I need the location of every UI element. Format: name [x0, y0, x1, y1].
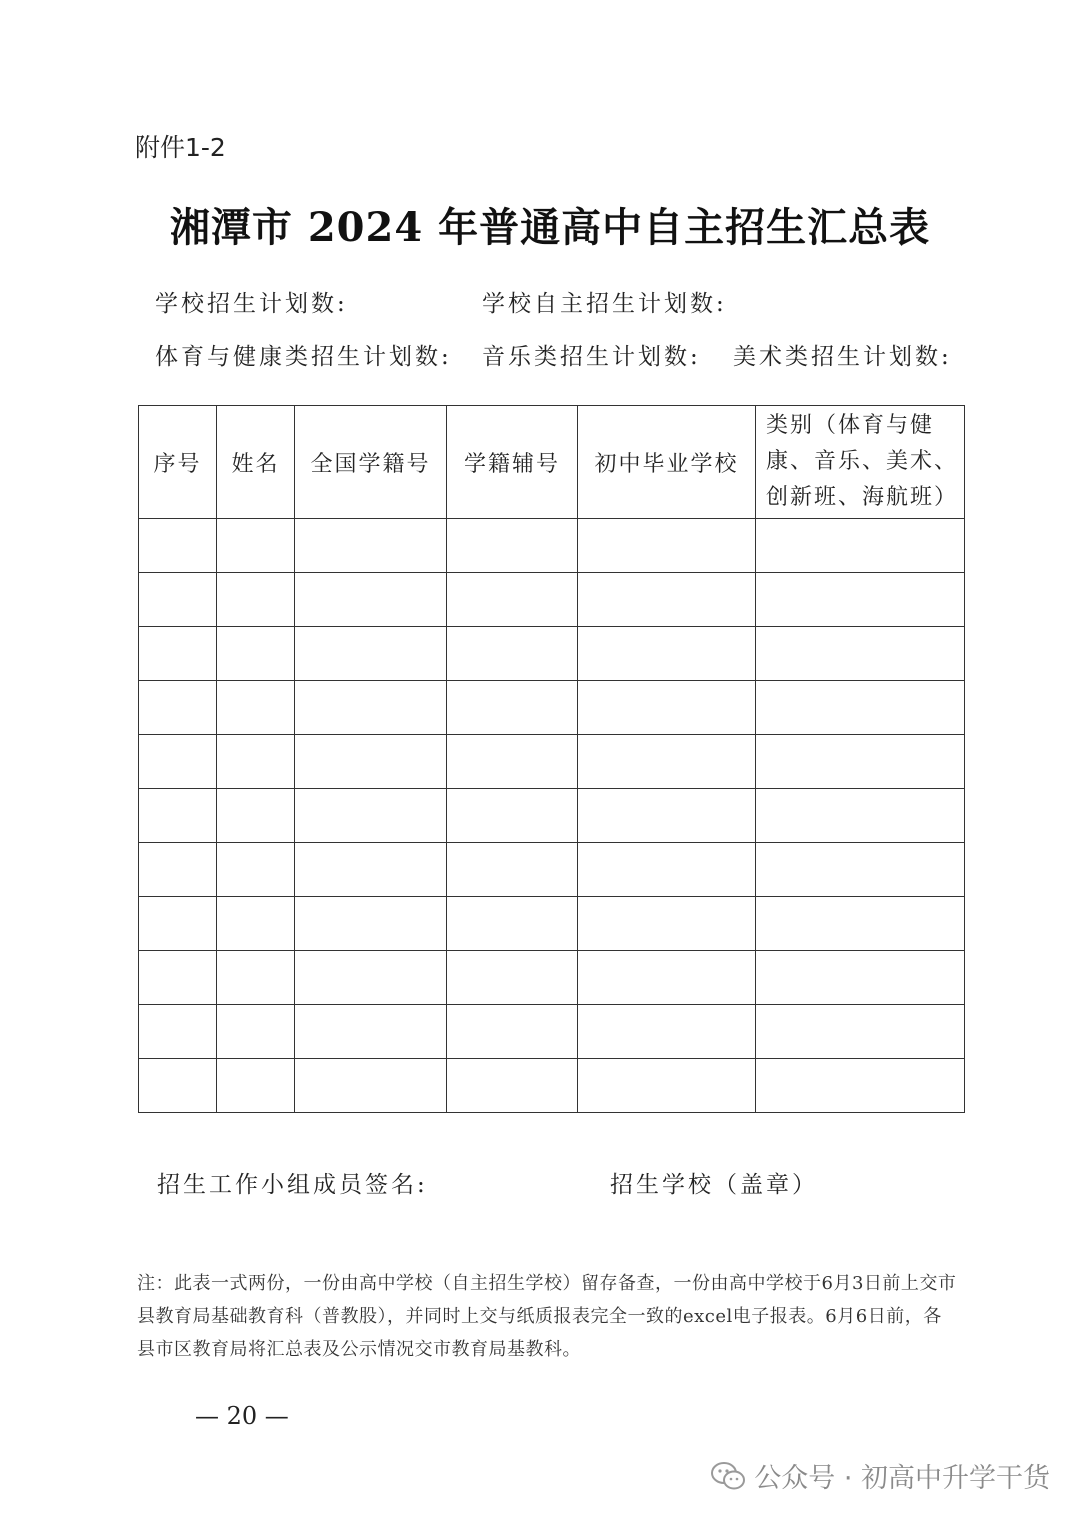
table-cell: [295, 627, 447, 681]
table-cell: [447, 843, 578, 897]
table-cell: [756, 681, 965, 735]
table-cell: [756, 735, 965, 789]
table-cell: [139, 627, 217, 681]
table-cell: [578, 519, 756, 573]
table-cell: [217, 735, 295, 789]
table-cell: [139, 1005, 217, 1059]
table-cell: [447, 519, 578, 573]
table-cell: [447, 1059, 578, 1113]
table-row: [139, 519, 965, 573]
table-cell: [578, 843, 756, 897]
table-row: [139, 573, 965, 627]
table-cell: [139, 573, 217, 627]
attachment-label: 附件1-2: [135, 133, 226, 162]
table-cell: [756, 573, 965, 627]
table-cell: [295, 519, 447, 573]
table-row: [139, 897, 965, 951]
table-cell: [756, 627, 965, 681]
table-header-row: [139, 406, 965, 519]
table-cell: [578, 681, 756, 735]
table-cell: [217, 789, 295, 843]
table-cell: [447, 627, 578, 681]
table-row: [139, 627, 965, 681]
table-row: [139, 1005, 965, 1059]
art-plan-field: 美术类招生计划数:: [733, 344, 952, 370]
table-cell: [447, 681, 578, 735]
table-cell: [217, 681, 295, 735]
table-cell: [295, 1059, 447, 1113]
school-stamp-label: 招生学校（盖章）: [610, 1172, 818, 1198]
table-cell: [447, 951, 578, 1005]
school-plan-field: 学校招生计划数:: [155, 291, 348, 317]
table-cell: [139, 519, 217, 573]
table-cell: [139, 735, 217, 789]
wechat-icon: [710, 1461, 746, 1491]
table-cell: [139, 843, 217, 897]
table-cell: [756, 1005, 965, 1059]
table-cell: [756, 843, 965, 897]
table-row: [139, 681, 965, 735]
table-cell: [217, 1005, 295, 1059]
table-row: [139, 735, 965, 789]
table-cell: [756, 951, 965, 1005]
header-national-id: 全国学籍号: [295, 406, 447, 519]
table-row: [139, 789, 965, 843]
table-cell: [295, 897, 447, 951]
table-cell: [578, 897, 756, 951]
table-cell: [578, 573, 756, 627]
sports-plan-field: 体育与健康类招生计划数:: [155, 344, 452, 370]
table-cell: [756, 1059, 965, 1113]
table-cell: [295, 1005, 447, 1059]
table-cell: [295, 681, 447, 735]
table-cell: [756, 519, 965, 573]
table-cell: [217, 951, 295, 1005]
header-middle-school: 初中毕业学校: [578, 406, 756, 519]
table-cell: [217, 843, 295, 897]
self-plan-field: 学校自主招生计划数:: [482, 291, 727, 317]
table-cell: [295, 735, 447, 789]
music-plan-field: 音乐类招生计划数:: [482, 344, 701, 370]
table-cell: [447, 735, 578, 789]
watermark-text: 公众号 · 初高中升学干货: [754, 1463, 1050, 1494]
table-cell: [447, 897, 578, 951]
table-cell: [578, 1059, 756, 1113]
table-cell: [578, 789, 756, 843]
header-name: 姓名: [217, 406, 295, 519]
header-category: 类别（体育与健 康、音乐、美术、 创新班、海航班）: [756, 406, 965, 519]
header-serial: 序号: [139, 406, 217, 519]
table-cell: [756, 789, 965, 843]
table-cell: [139, 951, 217, 1005]
enrollment-table: [138, 405, 965, 1113]
page-number: — 20 —: [195, 1402, 289, 1430]
table-cell: [295, 843, 447, 897]
table-cell: [295, 573, 447, 627]
table-cell: [217, 573, 295, 627]
table-row: [139, 951, 965, 1005]
footnote: 注：此表一式两份，一份由高中学校（自主招生学校）留存备查，一份由高中学校于6月3日前上交市县教育局基础教育科（普教股），并同时上交与纸质报表完全一致的excel电子报表。6月6日前，各县市区教育局将汇总表及公示情况交市教育局基教科。: [137, 1273, 957, 1360]
table-cell: [447, 1005, 578, 1059]
members-signature-label: 招生工作小组成员签名:: [157, 1172, 428, 1198]
page-title: 湘潭市 2024 年普通高中自主招生汇总表: [169, 204, 931, 251]
table-cell: [217, 627, 295, 681]
table-cell: [578, 1005, 756, 1059]
watermark: [710, 1456, 1050, 1495]
table-cell: [139, 1059, 217, 1113]
table-cell: [217, 897, 295, 951]
table-cell: [295, 951, 447, 1005]
table-cell: [139, 681, 217, 735]
table-cell: [217, 519, 295, 573]
table-cell: [139, 897, 217, 951]
table-row: [139, 1059, 965, 1113]
table-cell: [447, 573, 578, 627]
table-cell: [578, 951, 756, 1005]
table-cell: [578, 627, 756, 681]
table-cell: [447, 789, 578, 843]
table-body: [139, 519, 965, 1113]
table-cell: [295, 789, 447, 843]
table-cell: [756, 897, 965, 951]
table-cell: [217, 1059, 295, 1113]
table-row: [139, 843, 965, 897]
table-cell: [139, 789, 217, 843]
header-aux-id: 学籍辅号: [447, 406, 578, 519]
table-cell: [578, 735, 756, 789]
